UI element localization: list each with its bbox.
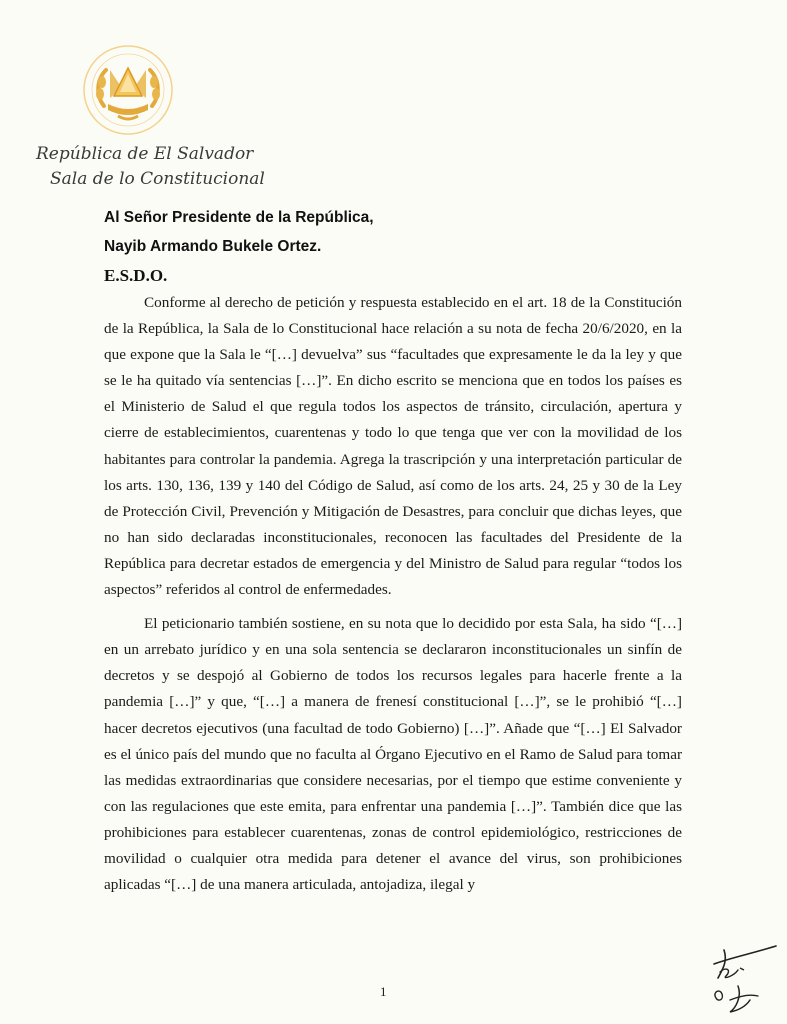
paragraph-1: Conforme al derecho de petición y respuesta establecido en el art. 18 de la Constitución de la República, la Sala de lo Constitucional hace relación a su nota de fecha 20/6/2020, en la que expone que la Sala le “[…] devuelva” sus “facultades que expresamente le da la ley y que se le ha quitado vía sentencias […]”. En dicho escrito se menciona que en todos los países es el Ministerio de Salud el que regula todos los aspectos de tránsito, circulación, apertura y cierre de establecimientos, cuarentenas y todo lo que tenga que ver con la movilidad de los habitantes para controlar la pandemia. Agrega la trascripción y una interpretación particular de los arts. 130, 136, 139 y 140 del Código de Salud, así como de los arts. 24, 25 y 30 de la Ley de Protección Civil, Prevención y Mitigación de Desastres, para concluir que dichas leyes, que no han sido declaradas inconstitucionales, reconocen las facultades del Presidente de la República para decretar estados de emergencia y del Ministro de Salud para regular “todos los aspectos” referidos al control de enfermedades. xyxy=(104,294,682,599)
coat-of-arms-seal-icon xyxy=(78,40,178,140)
letter-body xyxy=(104,290,682,898)
letterhead-sala: Sala de lo Constitucional xyxy=(50,169,265,189)
letterhead-republic: República de El Salvador xyxy=(36,144,254,164)
letterhead xyxy=(36,142,265,192)
addressee-block xyxy=(104,203,374,290)
addressee-title: Al Señor Presidente de la República, xyxy=(104,209,374,226)
addressee-esdo: E.S.D.O. xyxy=(104,266,168,285)
addressee-name: Nayib Armando Bukele Ortez. xyxy=(104,238,322,255)
page-number: 1 xyxy=(380,984,387,999)
paragraph-2: El peticionario también sostiene, en su nota que lo decidido por esta Sala, ha sido “[…] en un arrebato jurídico y en una sola sentencia se declararon inconstitucionales un sinfín de decretos y se despojó al Gobierno de todos los recursos legales para hacerle frente a la pandemia […]” y que, “[…] a manera de frenesí constitucional […]”, se le prohibió “[…] hacer decretos ejecutivos (una facultad de todo Gobierno) […]”. Añade que “[…] El Salvador es el único país del mundo que no faculta al Órgano Ejecutivo en el Ramo de Salud para tomar las medidas extraordinarias que considere necesarias, por el tiempo que estime conveniente y con las regulaciones que este emita, para enfrentar una pandemia […]”. También dice que las prohibiciones para establecer cuarentenas, zonas de control epidemiológico, restricciones de movilidad o cualquier otra medida para detener el avance del virus, son prohibiciones aplicadas “[…] de una manera articulada, antojadiza, ilegal y xyxy=(104,615,682,894)
handwritten-initials-signature xyxy=(710,940,784,1020)
